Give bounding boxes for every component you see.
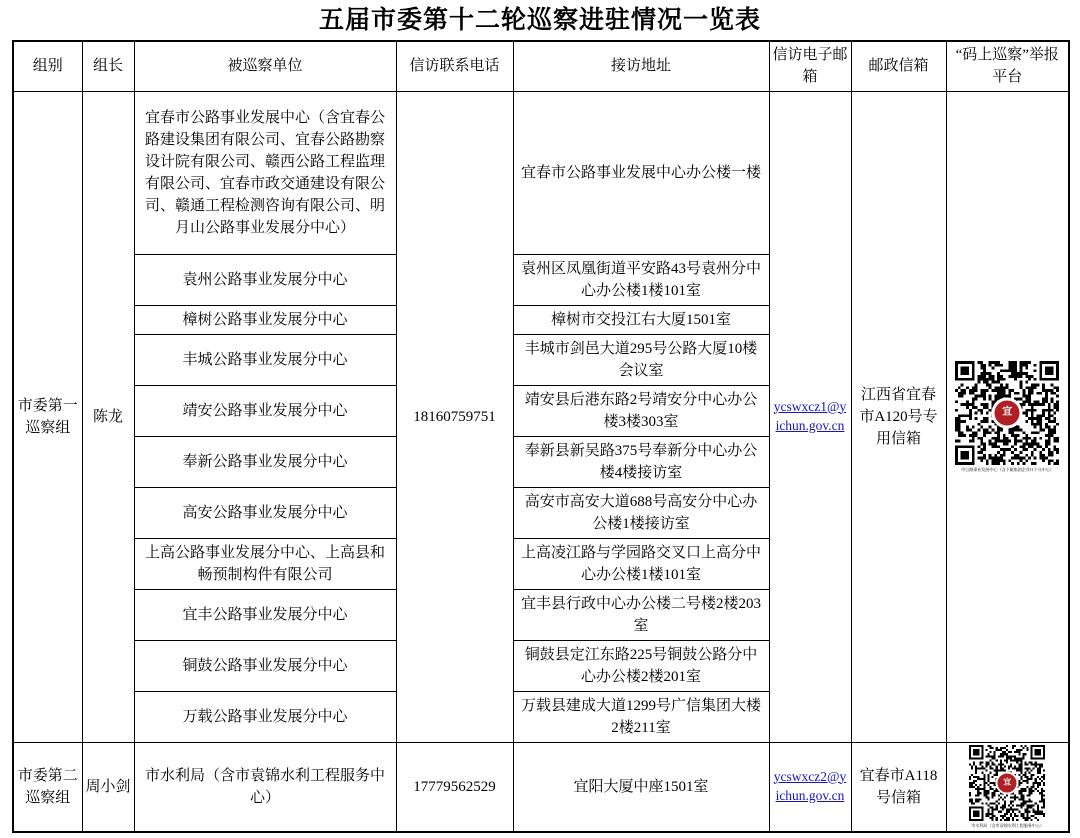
cell-reception-address: 铜鼓县定江东路225号铜鼓公路分中心办公楼2楼201室	[513, 640, 769, 691]
cell-inspected-unit: 高安公路事业发展分中心	[134, 487, 396, 538]
header-phone: 信访联系电话	[396, 41, 513, 91]
email-link[interactable]: ycswxcz2@yichun.gov.cn	[773, 768, 847, 803]
cell-reception-address: 袁州区凤凰街道平安路43号袁州分中心办公楼1楼101室	[513, 254, 769, 305]
cell-reception-address: 万载县建成大道1299号广信集团大楼2楼211室	[513, 691, 769, 742]
cell-postal-box: 江西省宜春市A120号专用信箱	[851, 91, 946, 742]
header-address: 接访地址	[513, 41, 769, 91]
cell-inspected-unit: 丰城公路事业发展分中心	[134, 334, 396, 385]
inspection-table	[12, 40, 1070, 833]
cell-reception-address: 高安市高安大道688号高安分中心办公楼1楼接访室	[513, 487, 769, 538]
table-row	[13, 91, 1069, 254]
cell-reception-address: 宜春市公路事业发展中心办公楼一楼	[513, 91, 769, 254]
table-body	[13, 91, 1069, 832]
cell-reception-address: 宜阳大厦中座1501室	[513, 742, 769, 832]
cell-group-name: 市委第二巡察组	[13, 742, 82, 832]
header-qr-platform: “码上巡察”举报平台	[946, 41, 1069, 91]
qr-caption: 市公路事业发展中心（含下属集团企业11个分中心）	[960, 466, 1054, 472]
cell-inspected-unit: 靖安公路事业发展分中心	[134, 385, 396, 436]
qr-code-cell-content	[949, 361, 1067, 473]
qr-code-cell-content	[949, 745, 1067, 829]
cell-inspected-unit: 樟树公路事业发展分中心	[134, 305, 396, 334]
qr-code-image[interactable]	[955, 361, 1059, 465]
cell-inspected-unit: 铜鼓公路事业发展分中心	[134, 640, 396, 691]
cell-inspected-unit: 上高公路事业发展分中心、上高县和畅预制构件有限公司	[134, 538, 396, 589]
cell-qr-platform	[946, 91, 1069, 742]
email-link[interactable]: ycswxcz1@yichun.gov.cn	[773, 398, 847, 433]
header-group: 组别	[13, 41, 82, 91]
header-row	[13, 41, 1069, 91]
cell-qr-platform	[946, 742, 1069, 832]
header-leader: 组长	[82, 41, 134, 91]
cell-inspected-unit: 市水利局（含市袁锦水利工程服务中心）	[134, 742, 396, 832]
cell-group-leader: 周小剑	[82, 742, 134, 832]
page-title: 五届市委第十二轮巡察进驻情况一览表	[318, 7, 761, 34]
cell-petition-email	[769, 742, 851, 832]
cell-inspected-unit: 宜春市公路事业发展中心（含宜春公路建设集团有限公司、宜春公路勘察设计院有限公司、赣西公路工程监理有限公司、宜春市政交通建设有限公司、赣通工程检测咨询有限公司、明月山公路事业发展分中心）	[134, 91, 396, 254]
cell-reception-address: 宜丰县行政中心办公楼二号楼2楼203室	[513, 589, 769, 640]
cell-group-name: 市委第一巡察组	[13, 91, 82, 742]
cell-petition-phone: 17779562529	[396, 742, 513, 832]
cell-inspected-unit: 宜丰公路事业发展分中心	[134, 589, 396, 640]
cell-inspected-unit: 奉新公路事业发展分中心	[134, 436, 396, 487]
cell-reception-address: 樟树市交投江右大厦1501室	[513, 305, 769, 334]
header-email: 信访电子邮箱	[769, 41, 851, 91]
cell-group-leader: 陈龙	[82, 91, 134, 742]
header-postbox: 邮政信箱	[851, 41, 946, 91]
cell-petition-phone: 18160759751	[396, 91, 513, 742]
qr-center-seal-icon: 宜	[996, 771, 1019, 794]
table-header	[13, 41, 1069, 91]
cell-petition-email	[769, 91, 851, 742]
qr-caption: 市水利局（含市袁锦水利工程服务中心）	[970, 822, 1044, 828]
header-unit: 被巡察单位	[134, 41, 396, 91]
cell-reception-address: 靖安县后港东路2号靖安分中心办公楼3楼303室	[513, 385, 769, 436]
qr-code-image[interactable]	[969, 745, 1045, 821]
cell-postal-box: 宜春市A118号信箱	[851, 742, 946, 832]
cell-reception-address: 丰城市剑邑大道295号公路大厦10楼会议室	[513, 334, 769, 385]
cell-inspected-unit: 袁州公路事业发展分中心	[134, 254, 396, 305]
cell-reception-address: 上高凌江路与学园路交叉口上高分中心办公楼1楼101室	[513, 538, 769, 589]
cell-reception-address: 奉新县新吴路375号奉新分中心办公楼4楼接访室	[513, 436, 769, 487]
qr-center-seal-icon: 宜	[992, 397, 1023, 428]
cell-inspected-unit: 万载公路事业发展分中心	[134, 691, 396, 742]
table-row	[13, 742, 1069, 832]
